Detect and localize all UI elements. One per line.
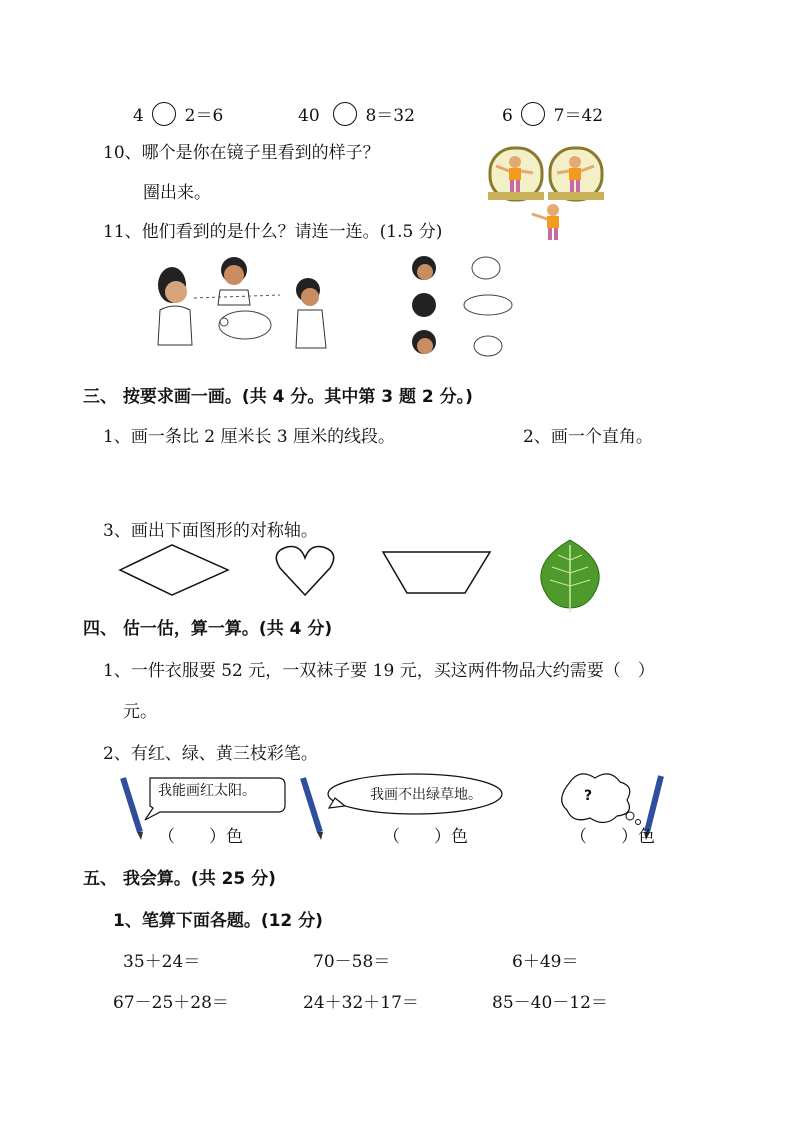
question-11-text: 11、他们看到的是什么？请连一连。(1.5 分) [103, 222, 443, 242]
section-3-item-1: 1、画一条比 2 厘米长 3 厘米的线段。 [103, 427, 396, 447]
question-10-text: 10、哪个是你在镜子里看到的样子？ [103, 143, 380, 163]
section-4-heading: 四、 估一估，算一算。(共 4 分) [83, 619, 333, 639]
answer-circle[interactable] [333, 102, 357, 126]
pen-icon [303, 778, 323, 840]
children-illustration [150, 250, 330, 362]
calc-problem: 70－58＝ [313, 952, 391, 972]
calc-problem: 67－25＋28＝ [113, 993, 229, 1013]
leaf-shape[interactable] [541, 540, 599, 612]
equation-left: 6 [502, 106, 513, 126]
mirror-frame-left[interactable] [488, 148, 544, 200]
equation-1 [133, 101, 223, 126]
color-answer-3[interactable]: （ ）色 [570, 827, 655, 847]
views-matching [408, 250, 518, 360]
color-answer-1[interactable]: （ ）色 [158, 827, 243, 847]
section-4-item-1: 1、一件衣服要 52 元，一双袜子要 19 元，买这两件物品大约需要（ ） [103, 661, 655, 681]
section-3-heading: 三、 按要求画一画。(共 4 分。其中第 3 题 2 分。) [83, 387, 473, 407]
color-answer-2[interactable]: （ ）色 [383, 827, 468, 847]
calc-problem: 35＋24＝ [123, 952, 201, 972]
equation-right: 2＝6 [184, 106, 224, 126]
section-3-item-3: 3、画出下面图形的对称轴。 [103, 521, 318, 541]
bubble-2-text: 我画不出绿草地。 [370, 787, 482, 803]
thought-bubble [562, 774, 641, 825]
section-4-item-2: 2、有红、绿、黄三枝彩笔。 [103, 744, 318, 764]
animal-view-2[interactable] [464, 295, 512, 315]
equation-left: 4 [133, 106, 144, 126]
equation-left: 40 [298, 106, 320, 126]
animal-view-1[interactable] [472, 257, 500, 279]
section-5-heading: 五、 我会算。(共 25 分) [83, 869, 276, 889]
answer-circle[interactable] [521, 102, 545, 126]
symmetry-shapes [115, 540, 615, 615]
calc-problem: 85－40－12＝ [492, 993, 608, 1013]
equation-right: 7＝42 [553, 106, 604, 126]
equation-3 [502, 101, 603, 126]
calc-problem: 6＋49＝ [512, 952, 579, 972]
mirror-frame-right[interactable] [548, 148, 604, 200]
face-view-1[interactable] [412, 256, 436, 280]
heart-shape[interactable] [276, 546, 333, 595]
calc-problem: 24＋32＋17＝ [303, 993, 419, 1013]
question-10-instruction: 圈出来。 [143, 183, 211, 203]
rhombus-shape[interactable] [120, 545, 228, 595]
face-view-2[interactable] [412, 293, 436, 317]
mirror-images [488, 140, 606, 202]
section-3-item-2: 2、画一个直角。 [523, 427, 653, 447]
animal-view-3[interactable] [474, 336, 502, 356]
bubble-3-text: ? [584, 788, 593, 804]
equation-2 [298, 101, 415, 126]
section-5-sub-1: 1、笔算下面各题。(12 分) [113, 911, 323, 931]
section-4-item-1-cont: 元。 [123, 702, 157, 722]
face-view-3[interactable] [412, 330, 436, 354]
equation-right: 8＝32 [365, 106, 415, 126]
pen-icon [123, 778, 143, 840]
answer-circle[interactable] [152, 102, 176, 126]
boy-figure [528, 202, 568, 242]
trapezoid-shape[interactable] [383, 552, 490, 593]
bubble-1-text: 我能画红太阳。 [158, 783, 256, 799]
